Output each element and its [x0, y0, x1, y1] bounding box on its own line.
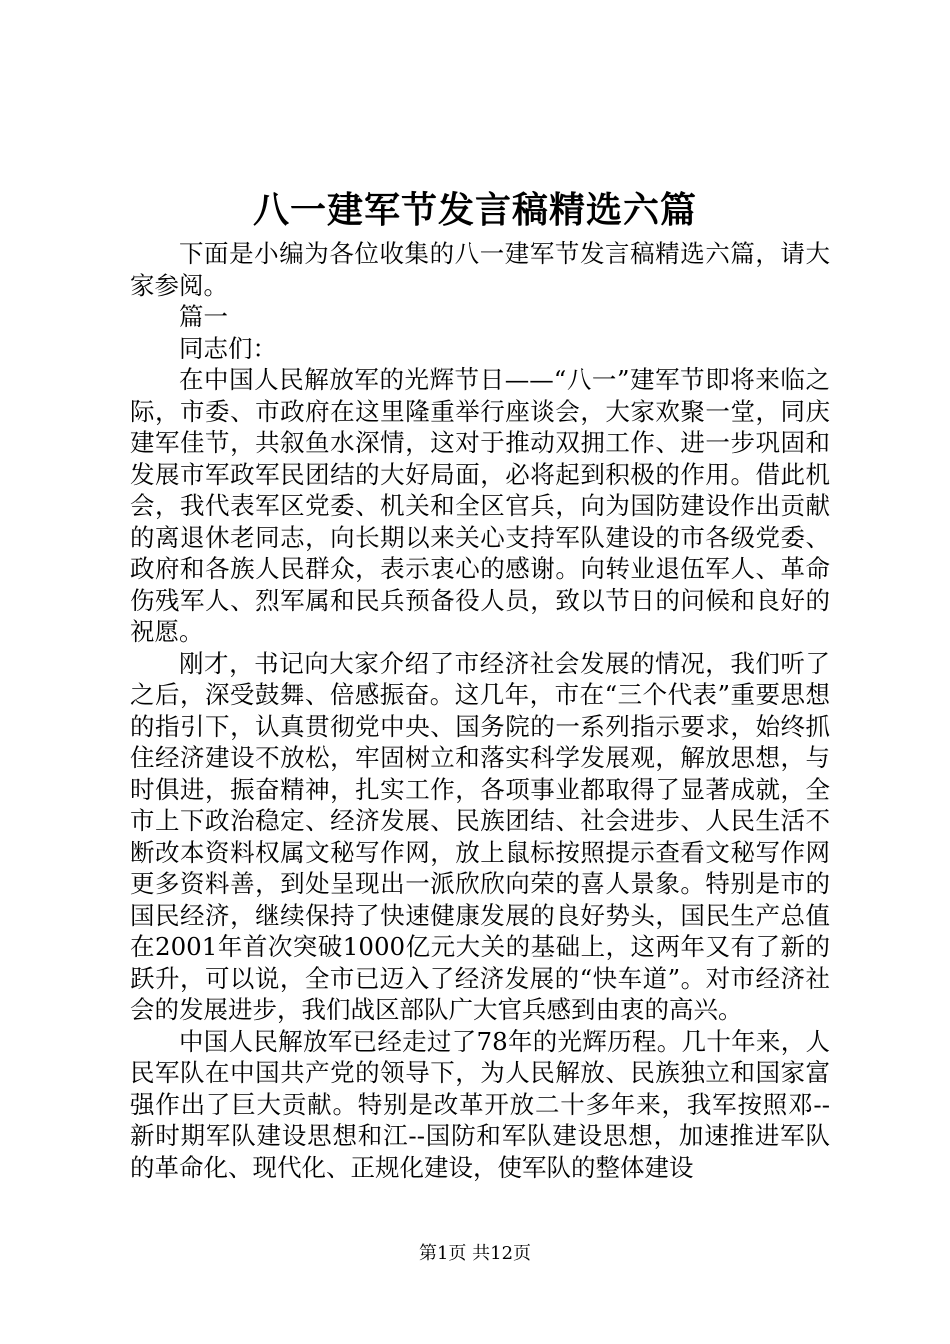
paragraph: 中国人民解放军已经走过了78年的光辉历程。几十年来，人民军队在中国共产党的领导下，为人民解放、民族独立和国家富强作出了巨大贡献。特别是改革开放二十多年来，我军按照邓--新时期军队建设思想和江--国防和军队建设思想，加速推进军队的革命化、现代化、正规化建设，使军队的整体建设: [130, 1026, 830, 1182]
document-body: [130, 238, 830, 1183]
page-title: 八一建军节发言稿精选六篇: [252, 189, 697, 231]
paragraph: 刚才，书记向大家介绍了市经济社会发展的情况，我们听了之后，深受鼓舞、倍感振奋。这几年，市在“三个代表”重要思想的指引下，认真贯彻党中央、国务院的一系列指示要求，始终抓住经济建设不放松，牢固树立和落实科学发展观，解放思想，与时俱进，振奋精神，扎实工作，各项事业都取得了显著成就，全市上下政治稳定、经济发展、民族团结、社会进步、人民生活不断改本资料权属文秘写作网，放上鼠标按照提示查看文秘写作网更多资料善，到处呈现出一派欣欣向荣的喜人景象。特别是市的国民经济，继续保持了快速健康发展的良好势头，国民生产总值在2001年首次突破1000亿元大关的基础上，这两年又有了新的跃升，可以说，全市已迈入了经济发展的“快车道”。对市经济社会的发展进步，我们战区部队广大官兵感到由衷的高兴。: [130, 648, 830, 1024]
section-heading: 篇一: [179, 302, 228, 331]
paragraph-intro: 下面是小编为各位收集的八一建军节发言稿精选六篇，请大家参阅。: [130, 239, 830, 300]
paragraph: 在中国人民解放军的光辉节日——“八一”建军节即将来临之际，市委、市政府在这里隆重举行座谈会，大家欢聚一堂，同庆建军佳节，共叙鱼水深情，这对于推动双拥工作、进一步巩固和发展市军政军民团结的大好局面，必将起到积极的作用。借此机会，我代表军区党委、机关和全区官兵，向为国防建设作出贡献的离退休老同志，向长期以来关心支持军队建设的市各级党委、政府和各族人民群众，表示衷心的感谢。向转业退伍军人、革命伤残军人、烈军属和民兵预备役人员，致以节日的问候和良好的祝愿。: [130, 365, 830, 646]
page-number-footer: 第1页 共12页: [418, 1243, 532, 1264]
salutation: 同志们：: [179, 333, 277, 363]
